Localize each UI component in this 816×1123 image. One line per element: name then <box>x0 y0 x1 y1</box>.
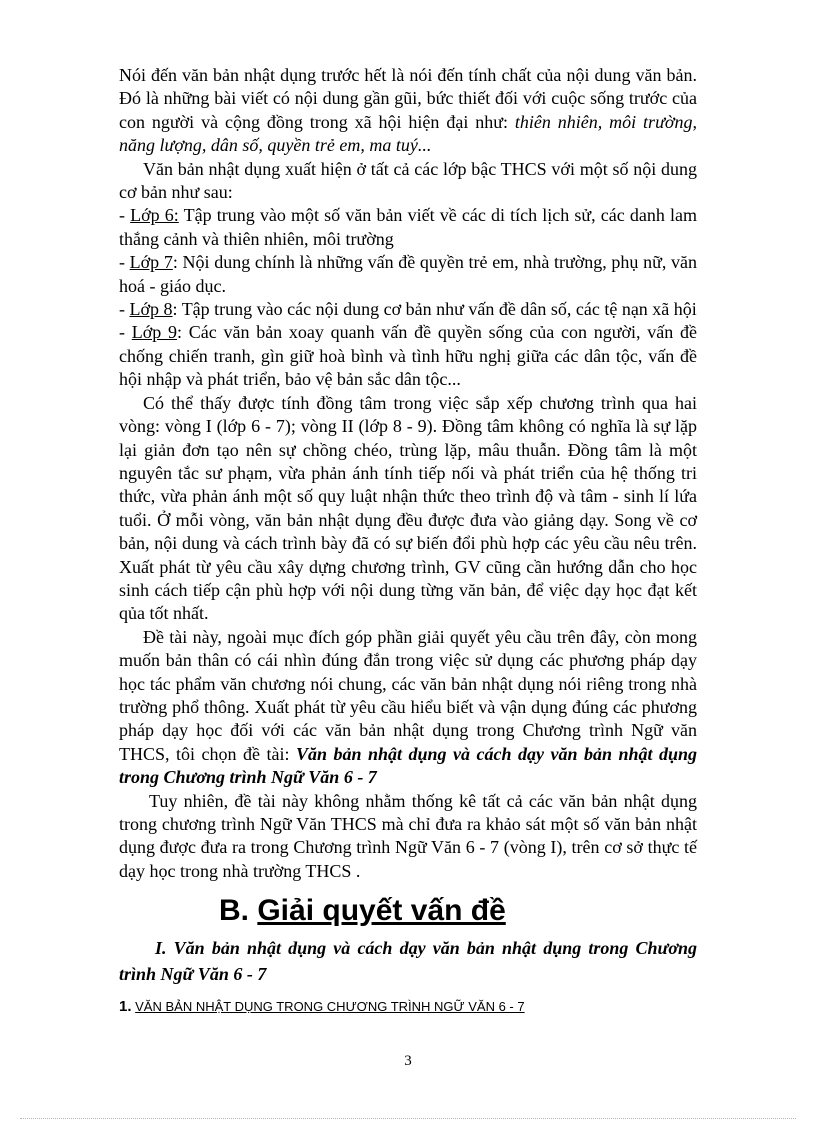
page-number: 3 <box>404 1053 412 1069</box>
section-1-heading: 1. VĂN BẢN NHẬT DỤNG TRONG CHƯƠNG TRÌNH NGỮ VĂN 6 - 7 <box>119 998 525 1016</box>
grade-label: Lớp 7 <box>129 252 173 273</box>
concentric-paragraph: Có thể thấy được tính đồng tâm trong việc sắp xếp chương trình qua hai vòng: vòng I (lớp 6 - 7); vòng II (lớp 8 - 9). Đồng tâm không có nghĩa là sự lặp lại giản đơn tạo nên sự chồng chéo, trùng lặp, mâu thuẫn. Đồng tâm là một nguyên tắc sư phạm, vừa phản ánh tính tiếp nối và phát triển của hệ thống tri thức, vừa phản ánh một số quy luật nhận thức theo trình độ và tâm - sinh lí lứa tuổi. Ở mỗi vòng, văn bản nhật dụng đều được đưa vào giảng dạy. Song về cơ bản, nội dung và cách trình bày đã có sự biến đổi phù hợp các yêu cầu nêu trên. Xuất phát từ yêu cầu xây dựng chương trình, GV cũng cần hướng dẫn cho học sinh cách tiếp cận phù hợp với nội dung từng văn bản, để việc dạy học đạt kết qủa tốt nhất. <box>119 392 697 624</box>
section-i-heading: I. Văn bản nhật dụng và cách dạy văn bản nhật dụng trong Chương trình Ngữ Văn 6 - 7 <box>119 938 697 985</box>
intro-paragraph <box>119 64 697 158</box>
scope-paragraph: Tuy nhiên, đề tài này không nhằm thống kê tất cả các văn bản nhật dụng trong chương trình Ngữ Văn THCS mà chỉ đưa ra khảo sát một số văn bản nhật dụng được đưa ra trong Chương trình Ngữ Văn 6 - 7 (vòng I), trên cơ sở thực tế dạy học trong nhà trường THCS . <box>119 790 697 881</box>
topic-title: Văn bản nhật dụng và cách dạy văn bản nhật dụng trong Chương trình Ngữ Văn 6 - 7 <box>119 743 698 788</box>
purpose-paragraph: Đề tài này, ngoài mục đích góp phần giải quyết yêu cầu trên đây, còn mong muốn bản thân có cái nhìn đúng đắn trong việc sử dụng các phương pháp dạy học tác phẩm văn chương nói chung, các văn bản nhật dụng nói riêng trong nhà trường phổ thông. Xuất phát từ yêu cầu hiểu biết và vận dụng đúng các phương pháp dạy học đối với các văn bản nhật dụng trong Chương trình Ngữ văn THCS, tôi chọn đề tài: Văn bản nhật dụng và cách dạy văn bản nhật dụng trong Chương trình Ngữ Văn 6 - 7 <box>119 626 698 788</box>
grade-label: Lớp 9 <box>131 322 177 343</box>
grade-item-8: - Lớp 8: Tập trung vào các nội dung cơ bản như vấn đề dân số, các tệ nạn xã hội <box>119 299 697 320</box>
grade-item-6: - Lớp 6: Tập trung vào một số văn bản viết về các di tích lịch sử, các danh lam thắng cảnh và thiên nhiên, môi trường <box>119 205 698 249</box>
grade-label: Lớp 6: <box>130 205 179 226</box>
document-body <box>119 64 697 1019</box>
page-break-divider <box>20 1118 796 1119</box>
grade-item-7: - Lớp 7: Nội dung chính là những vấn đề quyền trẻ em, nhà trường, phụ nữ, văn hoá - giáo dục. <box>119 252 698 296</box>
intro-examples: thiên nhiên, môi trường, năng lượng, dân số, quyền trẻ em, ma tuý... <box>119 111 697 156</box>
classes-intro: Văn bản nhật dụng xuất hiện ở tất cả các lớp bậc THCS với một số nội dung cơ bản như sau: <box>119 158 697 203</box>
intro-lead: Nói đến văn bản nhật dụng trước hết là nói đến tính chất của nội dung văn bản. Đó là những bài viết có nội dung gần gũi, bức thiết đối với cuộc sống trước của con người và cộng đồng trong xã hội hiện đại như: <box>119 65 697 132</box>
section-b-heading: B. Giải quyết vấn đề <box>219 894 506 928</box>
grade-label: Lớp 8 <box>129 299 173 320</box>
grade-item-9: - Lớp 9: Các văn bản xoay quanh vấn đề quyền sống của con người, vấn đề chống chiến tranh, gìn giữ hoà bình và tình hữu nghị giữa các dân tộc, vấn đề hội nhập và phát triển, bảo vệ bản sắc dân tộc... <box>119 322 697 390</box>
